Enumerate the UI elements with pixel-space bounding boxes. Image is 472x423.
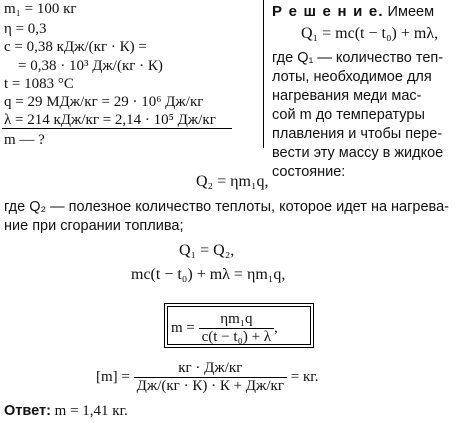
boxed-formula-lhs: m = [171, 319, 195, 336]
q2-description-line1: где Q₂ — полезное количество теплоты, которое идет на нагрева- [4, 199, 449, 215]
equation-q2: Q₂ = ηm₁q, [196, 173, 269, 190]
units-fraction [134, 360, 287, 395]
given-t: t = 1083 °С [4, 76, 74, 92]
given-eta: η = 0,3 [4, 21, 47, 37]
q1-description-line: лоты, необходимое для [272, 69, 432, 85]
boxed-formula-numerator: ηm₁q [199, 311, 274, 329]
given-solution-divider [263, 0, 264, 148]
answer-line [4, 402, 128, 421]
equation-q1: Q₁ = mc(t − t₀) + mλ, [301, 25, 439, 42]
q1-description-line: нагревания меди мас- [272, 88, 422, 104]
units-rhs: = кг. [290, 368, 319, 385]
solution-heading-line [272, 2, 434, 22]
given-q: q = 29 МДж/кг = 29 · 10⁶ Дж/кг [4, 94, 204, 110]
q1-description-line: сой m до температуры [272, 107, 425, 123]
units-denominator: Дж/(кг · К) · К + Дж/кг [136, 378, 284, 394]
q1-description-line: плавления и чтобы пере- [272, 126, 443, 142]
equation-energy-balance: mc(t − t₀) + mλ = ηm₁q, [131, 266, 286, 283]
solution-heading: Р е ш е н и е. [272, 3, 384, 20]
q1-description-line: вести эту массу в жидкое [272, 145, 444, 161]
boxed-formula-fraction [199, 311, 274, 346]
q1-description [272, 49, 443, 182]
boxed-formula [171, 311, 278, 346]
answer-label: Ответ: [4, 403, 51, 419]
given-unknown: m — ? [4, 132, 45, 148]
q2-description-line2: ние при сгорании топлива; [4, 218, 184, 234]
given-c-line1: c = 0,38 кДж/(кг · К) = [4, 39, 147, 55]
solution-intro: Имеем [387, 4, 435, 20]
boxed-formula-tail: , [274, 319, 278, 336]
units-numerator: кг · Дж/кг [134, 360, 287, 378]
given-m1: m₁ = 100 кг [4, 1, 77, 17]
equation-q1-equals-q2: Q₁ = Q₂, [179, 242, 235, 259]
given-lambda: λ = 214 кДж/кг = 2,14 · 10⁵ Дж/кг [4, 112, 216, 128]
q1-description-line: состояние: [272, 164, 346, 180]
boxed-formula-denominator: c(t − t₀) + λ [201, 329, 272, 345]
units-lhs: [m] = [96, 368, 130, 385]
given-divider [2, 128, 232, 129]
q1-description-line: где Q₁ — количество теп- [272, 50, 444, 66]
units-check [96, 360, 318, 395]
given-c-line2: = 0,38 · 10³ Дж/(кг · К) [18, 58, 163, 74]
answer-value: m = 1,41 кг. [54, 403, 128, 419]
